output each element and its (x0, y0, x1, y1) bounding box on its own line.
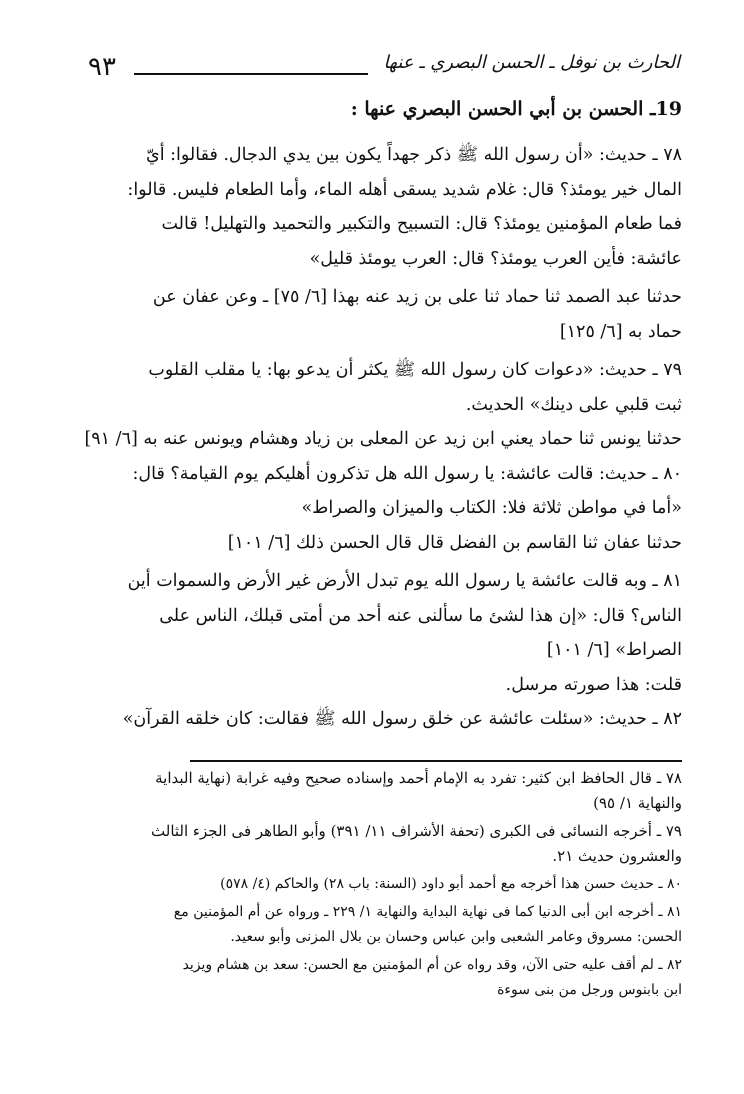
page-header (88, 46, 680, 86)
text-line: المال خير يومئذ؟ قال: غلام شديد يسقى أهله الماء، وأما الطعام فليس. قالوا: (127, 179, 682, 200)
hadith-80-isnad (86, 526, 682, 561)
footnote-line: ابن بابنوس ورجل من بنى سوءة (497, 982, 682, 998)
text-line: حدثنا عبد الصمد ثنا حماد ثنا على بن زيد عنه بهذا [٦/ ٧٥] ـ وعن عفان عن (152, 287, 682, 307)
text-line: ٨٠ ـ حديث: قالت عائشة: يا رسول الله هل تذكرون أهليكم يوم القيامة؟ قال: (132, 463, 682, 484)
footnotes (86, 766, 682, 1006)
text-line: ثبت قلبي على دينك» الحديث. (465, 394, 682, 415)
hadith-78 (86, 138, 682, 276)
section-title: 19ـ الحسن بن أبي الحسن البصري عنها : (350, 98, 682, 120)
footnote-79 (86, 819, 682, 869)
footnote-line: والنهاية ١/ ٩٥) (593, 794, 682, 812)
footnote-line: ٧٨ ـ قال الحافظ ابن كثير: تفرد به الإمام أحمد وإسناده صحيح وفيه غرابة (نهاية البداية (155, 769, 682, 787)
footnote-line: ٨٠ ـ حديث حسن هذا أخرجه مع أحمد أبو داود (السنة: باب ٢٨) والحاكم (٤/ ٥٧٨) (220, 876, 682, 892)
footnote-78 (86, 766, 682, 816)
text-line: حدثنا يونس ثنا حماد يعني ابن زيد عن المعلى بن زياد وهشام ويونس عنه به [٦/ ٩١] (84, 429, 682, 449)
text-line: «أما في مواطن ثلاثة فلا: الكتاب والميزان والصراط» (301, 498, 682, 518)
footnote-82 (86, 953, 682, 1003)
text-line: حدثنا عفان ثنا القاسم بن الفضل قال قال الحسن ذلك [٦/ ١٠١] (227, 532, 682, 553)
hadith-81-note (86, 668, 682, 703)
hadith-80 (86, 457, 682, 526)
text-line: ٨١ ـ وبه قالت عائشة يا رسول الله يوم تبدل الأرض غير الأرض والسموات أين (127, 571, 682, 591)
footnote-line: ٨١ ـ أخرجه ابن أبى الدنيا كما فى نهاية البداية والنهاية ١/ ٢٢٩ ـ ورواه عن أم المؤمنين مع (173, 904, 682, 920)
hadith-79 (86, 353, 682, 422)
hadith-78-isnad (86, 280, 682, 349)
page-number: ٩٣ (88, 52, 116, 82)
footnote-80 (86, 872, 682, 897)
text-line: ٨٢ ـ حديث: «سئلت عائشة عن خلق رسول الله ﷺ فقالت: كان خلقه القرآن» (122, 709, 682, 729)
text-line: ٧٩ ـ حديث: «دعوات كان رسول الله ﷺ يكثر أن يدعو بها: يا مقلب القلوب (148, 360, 682, 380)
footnote-line: والعشرون حديث ٢١. (552, 847, 682, 865)
footnote-line: ٧٩ ـ أخرجه النسائى فى الكبرى (تحفة الأشراف ١١/ ٣٩١) وأبو الطاهر فى الجزء الثالث (151, 822, 682, 840)
hadith-81 (86, 564, 682, 668)
text-line: الناس؟ قال: «إن هذا لشئ ما سألنى عنه أحد من أمتى قبلك، الناس على (159, 605, 682, 626)
running-title: الحارث بن نوفل ـ الحسن البصري ـ عنها (383, 52, 680, 73)
main-text (86, 138, 682, 737)
header-rule (134, 73, 368, 75)
text-line: حماد به [٦/ ١٢٥] (559, 321, 682, 342)
hadith-79-isnad (86, 422, 682, 457)
text-line: الصراط» [٦/ ١٠١] (546, 640, 682, 660)
footnote-line: ٨٢ ـ لم أقف عليه حتى الآن، وقد رواه عن أم المؤمنين مع الحسن: سعد بن هشام ويزيد (182, 957, 682, 973)
text-line: عائشة: فأين العرب يومئذ؟ قال: العرب يومئذ قليل» (309, 248, 682, 269)
footnote-separator (190, 760, 682, 762)
hadith-82 (86, 702, 682, 737)
footnote-81 (86, 900, 682, 950)
text-line: قلت: هذا صورته مرسل. (505, 674, 682, 695)
footnote-line: الحسن: مسروق وعامر الشعبى وابن عباس وحسان بن بلال المزنى وأبو سعيد. (230, 929, 682, 945)
text-line: فما طعام المؤمنين يومئذ؟ قال: التسبيح والتكبير والتحميد والتهليل! قالت (161, 214, 682, 234)
text-line: ٧٨ ـ حديث: «أن رسول الله ﷺ ذكر جهداً يكون بين يدي الدجال. فقالوا: أيّ (146, 145, 682, 165)
